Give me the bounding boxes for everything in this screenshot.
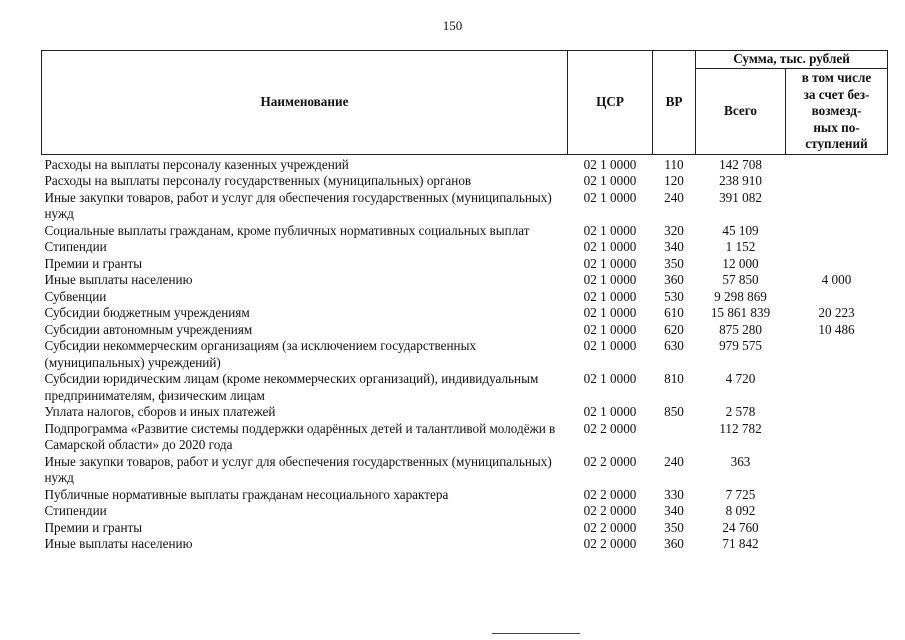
cell-gratis: 10 486: [818, 321, 855, 337]
bottom-divider: [492, 633, 580, 634]
page-number: 150: [442, 18, 463, 33]
cell-gratis: [786, 404, 888, 421]
cell-total: 979 575: [719, 338, 762, 353]
table-row: [42, 173, 888, 190]
cell-total: 1 152: [725, 239, 756, 254]
cell-csr: 02 2 0000: [583, 486, 637, 502]
cell-csr: 02 1 0000: [583, 189, 637, 205]
cell-gratis: [786, 421, 888, 454]
cell-gratis: [786, 256, 888, 273]
table-row: [42, 503, 888, 520]
cell-total: 112 782: [719, 420, 762, 436]
table-row: [42, 190, 888, 223]
table-row: [42, 223, 888, 240]
cell-name: Субсидии юридическим лицам (кроме некоммерческих организаций), индивидуальным предпринимателям, физическим лицам: [44, 371, 539, 403]
table-row: [42, 239, 888, 256]
cell-vr: [653, 421, 696, 454]
cell-total: 238 910: [719, 173, 762, 188]
cell-csr: 02 1 0000: [583, 255, 637, 271]
cell-csr: 02 1 0000: [583, 222, 637, 238]
cell-name: Субсидии бюджетным учреждениям: [44, 305, 250, 320]
cell-vr: 120: [664, 173, 684, 188]
cell-vr: 330: [664, 486, 684, 502]
cell-gratis: [786, 239, 888, 256]
cell-total: 57 850: [722, 272, 759, 287]
cell-gratis: [786, 289, 888, 306]
table-row: [42, 404, 888, 421]
cell-name: Субсидии некоммерческим организациям (за исключением государственных (муниципальных) учреждений): [44, 338, 477, 370]
header-gratis: в том числе за счет без- возмезд- ных по- ступлений: [786, 69, 888, 155]
cell-gratis: [786, 371, 888, 404]
cell-vr: 360: [664, 272, 684, 287]
cell-vr: 350: [664, 519, 684, 535]
cell-total: 2 578: [725, 404, 756, 419]
cell-gratis: [786, 223, 888, 240]
cell-vr: 360: [664, 536, 684, 551]
table-row: [42, 256, 888, 273]
cell-gratis: [786, 338, 888, 371]
cell-csr: 02 1 0000: [583, 288, 637, 304]
cell-total: 363: [730, 453, 751, 469]
cell-total: 24 760: [722, 519, 759, 535]
table-row: [42, 421, 888, 454]
cell-name: Уплата налогов, сборов и иных платежей: [44, 404, 276, 419]
cell-vr: 530: [664, 288, 684, 304]
cell-gratis: [786, 503, 888, 520]
cell-csr: 02 2 0000: [583, 519, 637, 535]
table-row: [42, 371, 888, 404]
cell-name: Иные выплаты населению: [44, 272, 193, 287]
cell-total: 142 708: [719, 156, 762, 172]
cell-name: Субвенции: [44, 288, 107, 304]
cell-name: Публичные нормативные выплаты гражданам несоциального характера: [44, 486, 449, 502]
cell-csr: 02 2 0000: [583, 453, 637, 469]
cell-total: 4 720: [725, 371, 756, 386]
header-csr: ЦСР: [568, 51, 653, 155]
cell-vr: 350: [664, 255, 684, 271]
cell-name: Стипендии: [44, 239, 107, 254]
cell-total: 9 298 869: [714, 288, 767, 304]
table-row: [42, 536, 888, 553]
cell-gratis: [786, 487, 888, 504]
cell-vr: 340: [664, 239, 684, 254]
header-name: Наименование: [42, 51, 568, 155]
cell-csr: 02 1 0000: [583, 173, 637, 188]
cell-total: 8 092: [725, 503, 756, 518]
cell-csr: 02 2 0000: [583, 503, 637, 518]
cell-vr: 620: [664, 321, 684, 337]
header-vr: ВР: [653, 51, 696, 155]
cell-csr: 02 1 0000: [583, 272, 637, 287]
cell-csr: 02 1 0000: [583, 305, 637, 320]
cell-name: Социальные выплаты гражданам, кроме публичных нормативных социальных выплат: [44, 222, 530, 238]
table-row: [42, 454, 888, 487]
cell-csr: 02 1 0000: [583, 156, 637, 172]
header-sum-group: Сумма, тыс. рублей: [696, 51, 888, 69]
cell-csr: 02 1 0000: [583, 239, 637, 254]
cell-name: Субсидии автономным учреждениям: [44, 321, 253, 337]
header-total: Всего: [696, 69, 786, 155]
cell-gratis: [786, 520, 888, 537]
cell-gratis: [786, 190, 888, 223]
cell-gratis: [786, 154, 888, 173]
cell-name: Иные закупки товаров, работ и услуг для обеспечения государственных (муниципальных) нужд: [44, 189, 552, 221]
cell-name: Стипендии: [44, 503, 107, 518]
cell-csr: 02 1 0000: [583, 338, 637, 353]
cell-vr: 610: [664, 305, 684, 320]
cell-total: 7 725: [725, 486, 756, 502]
table-row: [42, 338, 888, 371]
cell-total: 71 842: [722, 536, 759, 551]
table-row: [42, 272, 888, 289]
cell-name: Иные закупки товаров, работ и услуг для обеспечения государственных (муниципальных) нужд: [44, 453, 552, 485]
cell-total: 45 109: [722, 222, 759, 238]
cell-gratis: [786, 536, 888, 553]
cell-gratis: 20 223: [818, 305, 855, 320]
table-row: [42, 487, 888, 504]
cell-name: Расходы на выплаты персоналу государственных (муниципальных) органов: [44, 173, 472, 188]
cell-vr: 850: [664, 404, 684, 419]
cell-vr: 630: [664, 338, 684, 353]
budget-table: [41, 50, 888, 553]
cell-csr: 02 2 0000: [583, 536, 637, 551]
cell-vr: 340: [664, 503, 684, 518]
cell-total: 15 861 839: [710, 305, 771, 320]
cell-name: Премии и гранты: [44, 519, 143, 535]
cell-gratis: [786, 173, 888, 190]
cell-vr: 320: [664, 222, 684, 238]
cell-total: 12 000: [722, 255, 759, 271]
cell-vr: 110: [664, 156, 684, 172]
cell-gratis: [786, 454, 888, 487]
cell-vr: 240: [664, 453, 684, 469]
cell-gratis: 4 000: [821, 272, 852, 287]
table-row: [42, 520, 888, 537]
cell-name: Расходы на выплаты персоналу казенных учреждений: [44, 156, 349, 172]
cell-name: Иные выплаты населению: [44, 536, 193, 551]
table-row: [42, 305, 888, 322]
cell-csr: 02 1 0000: [583, 321, 637, 337]
cell-vr: 810: [664, 371, 684, 386]
cell-csr: 02 2 0000: [583, 420, 637, 436]
table-body: [42, 154, 888, 553]
table-row: [42, 154, 888, 173]
table-row: [42, 322, 888, 339]
cell-name: Премии и гранты: [44, 255, 143, 271]
cell-total: 875 280: [719, 321, 762, 337]
cell-total: 391 082: [719, 189, 762, 205]
table-header: [42, 51, 888, 155]
cell-name: Подпрограмма «Развитие системы поддержки одарённых детей и талантливой молодёжи в Самарской области» до 2020 года: [44, 420, 556, 452]
cell-csr: 02 1 0000: [583, 404, 637, 419]
table-row: [42, 289, 888, 306]
cell-vr: 240: [664, 189, 684, 205]
cell-csr: 02 1 0000: [583, 371, 637, 386]
